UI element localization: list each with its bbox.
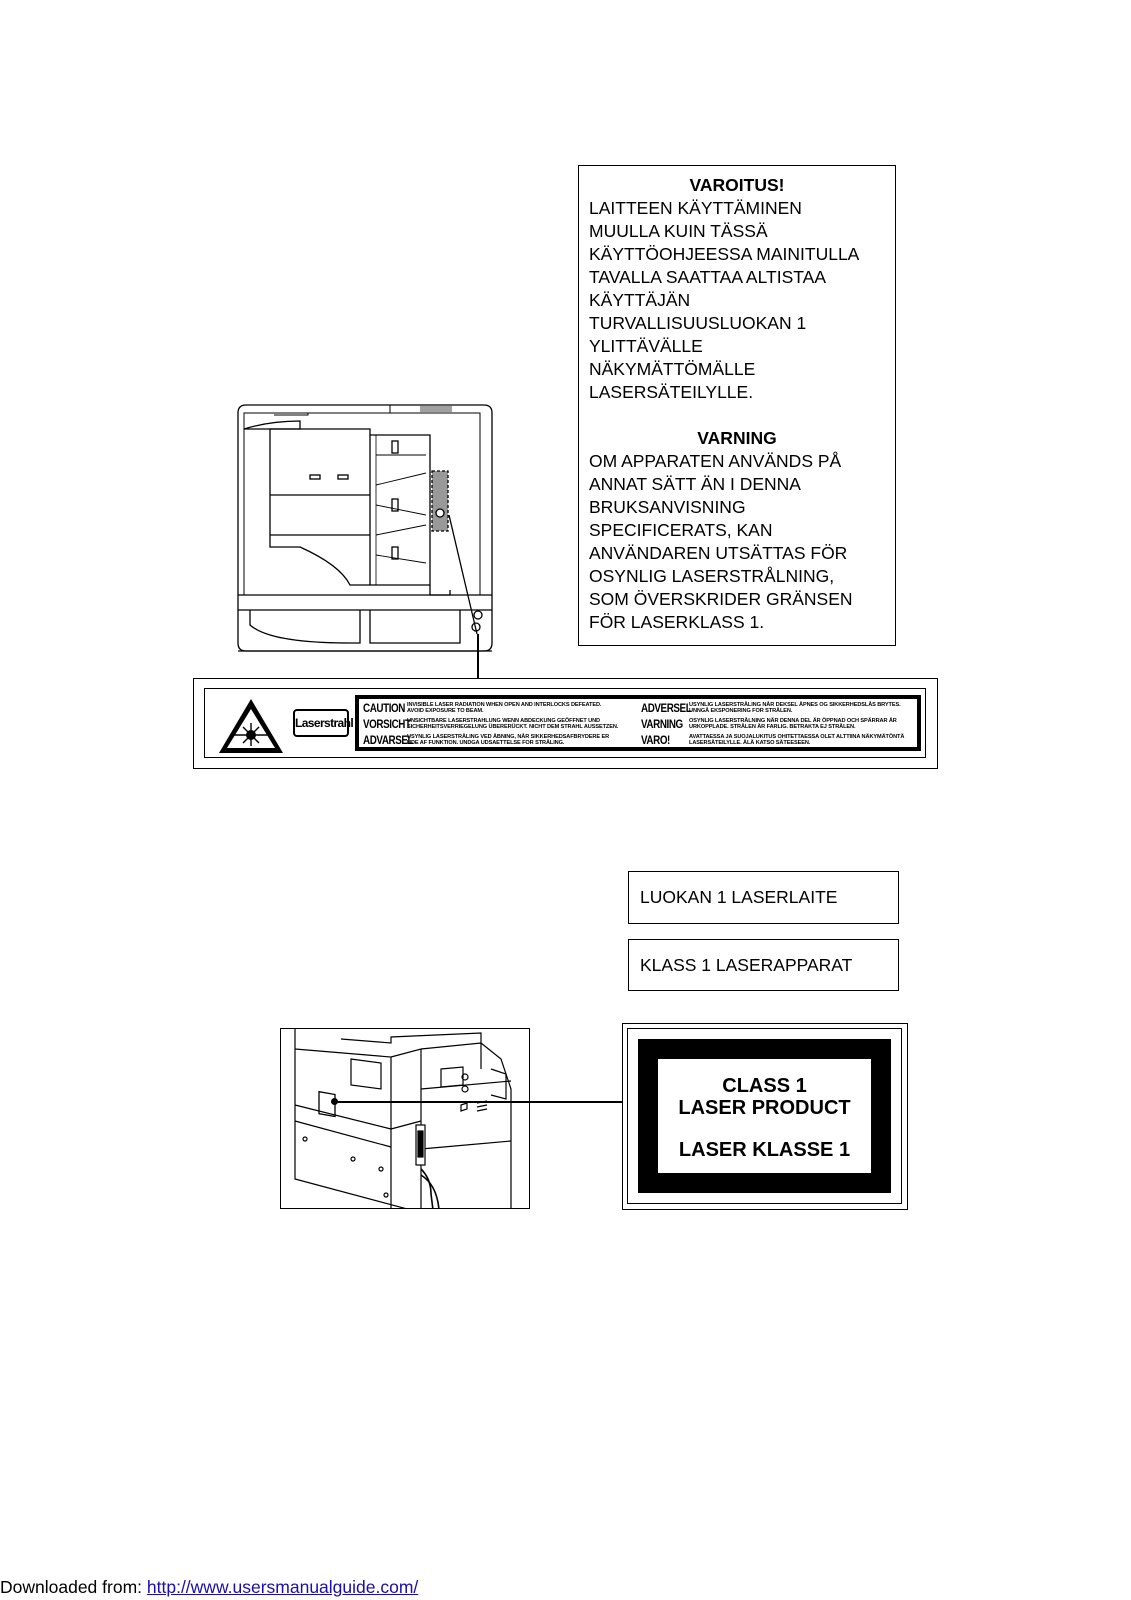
warning-line-fi: TURVALLISUUSLUOKAN 1 — [589, 313, 807, 333]
laser-warning-icon — [217, 697, 285, 755]
footer-prefix: Downloaded from: — [0, 1577, 147, 1597]
caution-row — [641, 701, 901, 715]
caution-text: USYNLIG LASERSTRÅLING NÅR DEKSEL ÅPNES OG SIKKERHEDSLÅS BRYTES. UNNGÅ EKSPONERING FOR STRÅLEN. — [689, 702, 901, 714]
printer-rear-illustration — [280, 1028, 530, 1209]
class-1-label-border — [638, 1039, 891, 1193]
caution-text: UNSICHTBARE LASERSTRAHLUNG WENN ABDECKUNG GEÖFFNET UND SICHERHEITSVERRIEGELUNG ÜBERERÜCKT. NICHT DEM STRAHL AUSSETZEN. — [407, 718, 619, 730]
warning-line-sv: SOM ÖVERSKRIDER GRÄNSEN — [589, 589, 853, 609]
caution-head: ADVARSEL — [363, 733, 414, 747]
class-1-line: CLASS 1 — [722, 1075, 807, 1097]
label-luokan-1: LUOKAN 1 LASERLAITE — [628, 871, 899, 924]
warning-line-fi: KÄYTTÄJÄN — [589, 290, 691, 310]
caution-head: VORSICHT — [363, 717, 411, 731]
caution-label-inner — [204, 688, 926, 758]
label-klass-1: KLASS 1 LASERAPPARAT — [628, 939, 899, 991]
warning-line-sv: OSYNLIG LASERSTRÅLNING, — [589, 566, 835, 586]
caution-text: INVISIBLE LASER RADIATION WHEN OPEN AND INTERLOCKS DEFEATED. AVOID EXPOSURE TO BEAM. — [407, 702, 602, 714]
caution-text: OSYNLIG LASERSTRÅLNING NÄR DENNA DEL ÄR ÖPPNAD OCH SPÄRRAR ÄR URKOPPLADE. STRÅLEN ÄR FARLIG. BETRAKTA EJ STRÅLEN. — [689, 718, 897, 730]
laserstrahl-badge: Laserstrahl — [293, 709, 349, 737]
warning-line-fi: NÄKYMÄTTÖMÄLLE — [589, 359, 756, 379]
warning-title-fi: VAROITUS! — [689, 175, 785, 195]
warning-box — [578, 165, 896, 646]
caution-text-block — [355, 695, 921, 751]
caution-row — [363, 701, 601, 715]
footer-download — [0, 1577, 418, 1598]
warning-line-sv: ANNAT SÄTT ÄN I DENNA — [589, 474, 801, 494]
caution-row — [363, 733, 609, 747]
warning-line-fi: YLITTÄVÄLLE — [589, 336, 703, 356]
caution-row — [641, 717, 897, 731]
warning-line-sv: ANVÄNDAREN UTSÄTTAS FÖR — [589, 543, 848, 563]
laser-product-line: LASER PRODUCT — [678, 1097, 851, 1119]
leader-dot — [331, 1098, 338, 1105]
warning-line-fi: KÄYTTÖOHJEESSA MAINITULLA — [589, 244, 860, 264]
caution-head: CAUTION — [363, 701, 405, 715]
caution-row — [641, 733, 904, 747]
caution-text: USYNLIG LASERSTRÅLING VED ÅBNING, NÅR SIKKERHEDSAFBRYDERE ER UDE AF FUNKTION. UNDGA UDSAETTELSE FOR STRÅLING. — [407, 734, 610, 746]
warning-line-fi: LASERSÄTEILYLLE. — [589, 382, 754, 402]
warning-line-fi: MUULLA KUIN TÄSSÄ — [589, 221, 768, 241]
laser-klasse-line: LASER KLASSE 1 — [678, 1139, 851, 1161]
class-1-label-panel — [658, 1059, 871, 1173]
caution-head: VARNING — [641, 717, 683, 731]
class-1-label-frame — [627, 1028, 902, 1204]
leader-line-class — [334, 1101, 622, 1103]
warning-title-sv: VARNING — [697, 428, 777, 448]
warning-line-sv: BRUKSANVISNING — [589, 497, 746, 517]
caution-head: ADVERSEL — [641, 701, 692, 715]
caution-head: VARO! — [641, 733, 670, 747]
caution-text: AVATTAESSA JA SUOJALUKITUS OHITETTAESSA OLET ALTTIINA NÄKYMÄTÖNTÄ LASERSÄTEILYLLE. ÄLÄ KATSO SÄTEESEEN. — [689, 734, 905, 746]
warning-line-sv: OM APPARATEN ANVÄNDS PÅ — [589, 451, 842, 471]
warning-line-fi: TAVALLA SAATTAA ALTISTAA — [589, 267, 826, 287]
leader-line-diagonal — [440, 515, 480, 645]
class-1-label — [622, 1023, 908, 1210]
warning-line-sv: FÖR LASERKLASS 1. — [589, 612, 765, 632]
caution-row — [363, 717, 618, 731]
warning-line-sv: SPECIFICERATS, KAN — [589, 520, 773, 540]
warning-line-fi: LAITTEEN KÄYTTÄMINEN — [589, 198, 802, 218]
footer-link[interactable]: http://www.usersmanualguide.com/ — [146, 1577, 419, 1597]
caution-label-strip — [193, 678, 938, 769]
